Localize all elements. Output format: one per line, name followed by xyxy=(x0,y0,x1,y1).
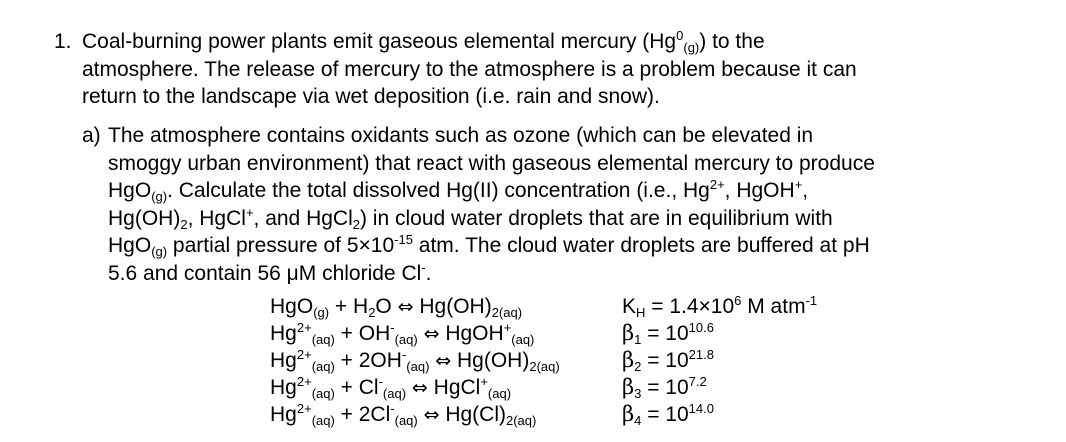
equilibrium-row xyxy=(270,347,817,374)
question-line-1: Coal-burning power plants emit gaseous elemental mercury $(Hg^0_{(g)})$ to the xyxy=(82,28,765,55)
equilibrium-arrow-icon: ⇔ xyxy=(423,404,440,426)
equilibrium-arrow-icon: ⇔ xyxy=(435,350,452,372)
equilibrium-arrow-icon: ⇔ xyxy=(411,377,428,399)
part-a-line-4: $Hg(OH)_2$, HgCl+, and HgCl$_2$) in cloud water droplets that are in equilibrium with xyxy=(108,204,833,232)
part-a-line-2: smoggy urban environment) that react with gaseous elemental mercury to produce xyxy=(108,151,875,175)
equilibrium-table xyxy=(270,294,817,428)
part-a xyxy=(82,122,1042,287)
question-row xyxy=(54,28,1044,111)
reaction: $Hg^{2+}_{(aq)} + OH^-_{(aq)}$ ⇔ HgOH+$_{(aq)}$ xyxy=(270,320,535,347)
part-a-line-6: 5.6 and contain 56 μM chloride Cl-. xyxy=(108,259,432,285)
equilibrium-arrow-icon: ⇔ xyxy=(423,323,440,345)
equilibrium-arrow-icon: ⇔ xyxy=(397,296,414,318)
equilibrium-row xyxy=(270,374,817,401)
part-a-line-5: HgO$_{(g)}$ partial pressure of $5\times 10^{-15}$ atm. The cloud water droplets are buffered at pH xyxy=(108,232,870,259)
question-text xyxy=(82,28,1044,111)
part-a-row xyxy=(82,122,1042,287)
equilibrium-row xyxy=(270,401,817,428)
question-number: 1. xyxy=(54,30,72,53)
part-a-line-3: HgO$_{(g)}$. Calculate the total dissolved Hg(II) concentration (i.e., $Hg^{2+}$, HgOH+, xyxy=(108,177,809,204)
equilibrium-constant: $\beta_3 = 10^{7.2}$ xyxy=(622,374,707,401)
question-line-3: return to the landscape via wet deposition (i.e. rain and snow). xyxy=(82,85,660,108)
equilibrium-row xyxy=(270,294,817,320)
part-a-text xyxy=(108,122,1042,287)
part-a-line-1: The atmosphere contains oxidants such as ozone (which can be elevated in xyxy=(108,124,814,147)
equilibrium-constant: $\beta_2 = 10^{21.8}$ xyxy=(622,347,714,374)
reaction: $Hg^{2+}_{(aq)} + 2Cl^-_{(aq)}$ ⇔ $Hg(Cl)_{2(aq)}$ xyxy=(270,401,537,428)
part-a-label: a) xyxy=(82,124,101,147)
question-line-2: atmosphere. The release of mercury to the atmosphere is a problem because it can xyxy=(82,57,857,81)
question-1 xyxy=(54,28,1044,111)
reaction: $Hg^{2+}_{(aq)} + Cl^-_{(aq)}$ ⇔ HgCl+$_{(aq)}$ xyxy=(270,374,512,401)
equilibrium-constant: $\beta_4 = 10^{14.0}$ xyxy=(622,401,714,428)
reaction: $Hg^{2+}_{(aq)} + 2OH^-_{(aq)}$ ⇔ $Hg(OH)_{2(aq)}$ xyxy=(270,347,560,374)
equilibrium-row xyxy=(270,320,817,347)
equilibrium-constant: $K_H = 1.4\times 10^6$ M atm$^{-1}$ xyxy=(622,293,818,320)
reaction: $HgO_{(g)} + H_2O$ ⇔ $Hg(OH)_{2(aq)}$ xyxy=(270,295,523,320)
equilibrium-constant: $\beta_1 = 10^{10.6}$ xyxy=(622,320,714,347)
